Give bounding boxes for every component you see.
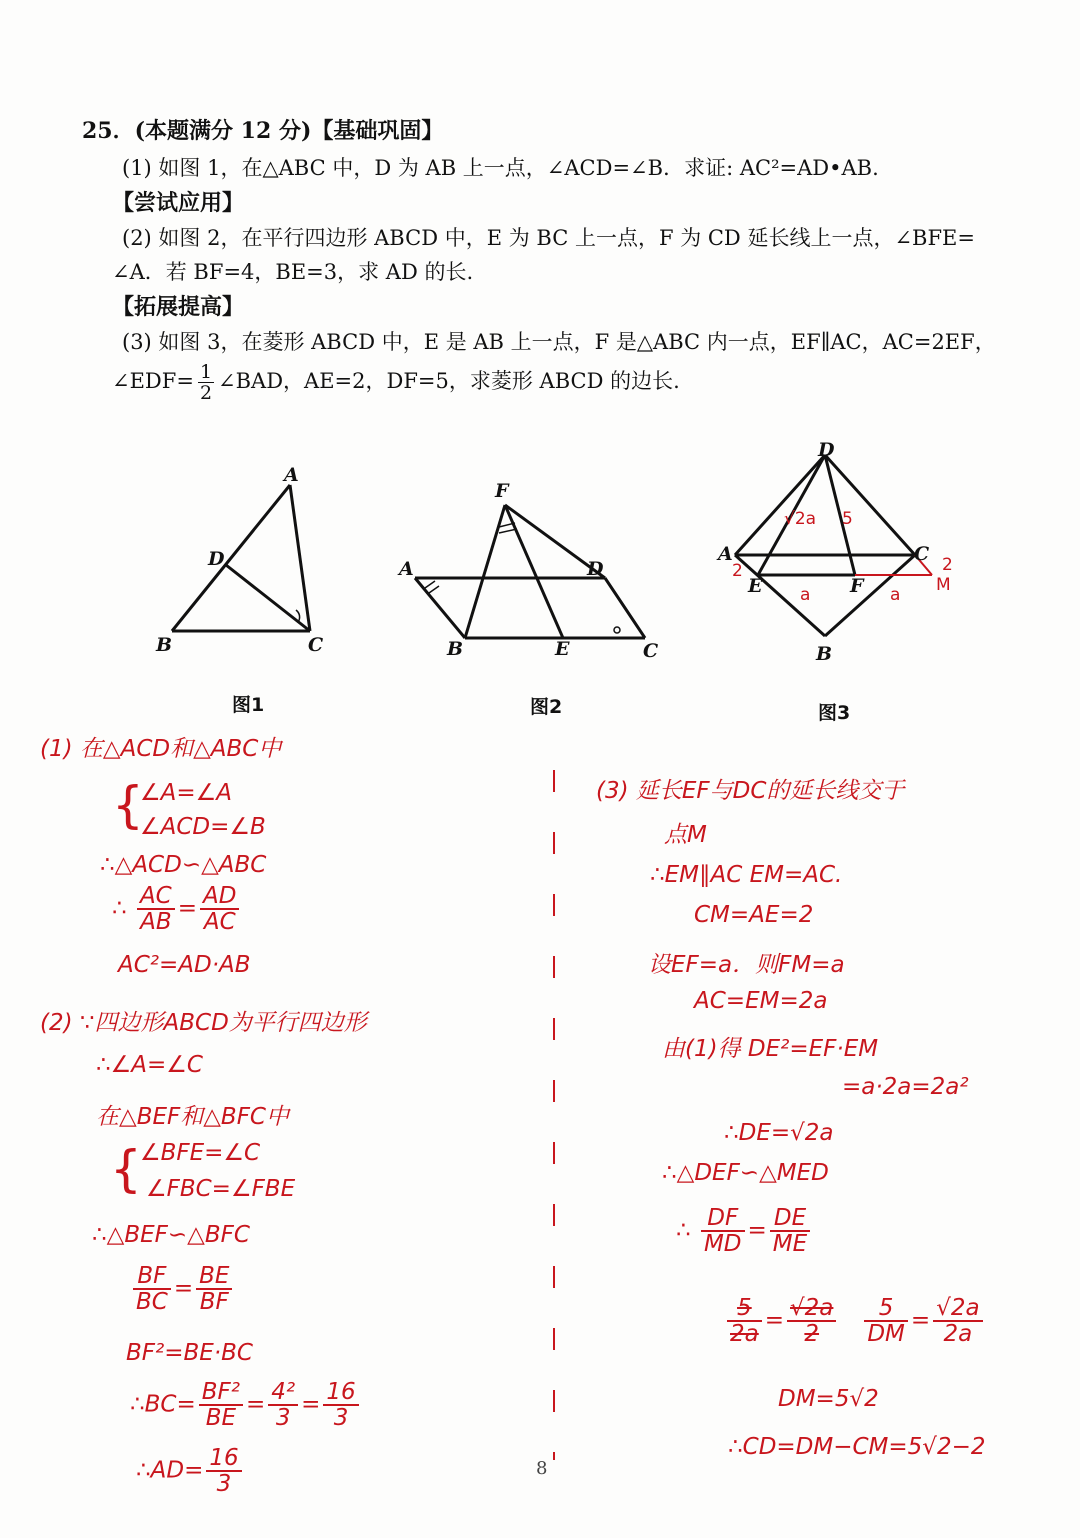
fig1-caption: 图1 <box>232 694 265 716</box>
fig3-mark-a1: a <box>800 585 811 605</box>
fig3-mark-5: 5 <box>842 509 853 529</box>
hw-part3-line3: ∴EM∥AC EM=AC. <box>650 862 843 888</box>
fig3-side-cb <box>825 555 915 636</box>
hw-part1-line6: AC²=AD·AB <box>118 952 251 978</box>
column-divider <box>548 770 560 1460</box>
hw-brace-1: { <box>112 776 144 834</box>
fig2-side-ab <box>415 578 465 638</box>
hw-part1-line2: ∠A=∠A <box>140 780 232 806</box>
hw-frac-df-md: $\frac{DF}{MD}$ <box>701 1206 745 1256</box>
part3-rest-text: ∠BAD，AE=2，DF=5，求菱形 ABCD 的边长. <box>218 369 680 393</box>
hw-part1-line5: ∴ $\frac{AC}{AB}$ = $\frac{AD}{AC}$ <box>112 884 242 934</box>
hw-part2-line1: (2) ∵四边形ABCD为平行四边形 <box>40 1010 367 1036</box>
problem-part3-line2 <box>112 362 680 403</box>
hw-part3-line10: ∴△DEF∽△MED <box>662 1160 829 1186</box>
hw-frac-crossed-5-2a: $\frac{5}{2a}$ <box>727 1296 762 1346</box>
hw-frac-bf2-be: $\frac{\text{BF²}}{BE}$ <box>199 1380 243 1430</box>
hw-part2-line7: $\frac{BF}{BC}$ = $\frac{BE}{BF}$ <box>130 1264 235 1314</box>
hw-part3-line9: ∴DE=√2a <box>724 1120 834 1146</box>
page-number: 8 <box>536 1458 548 1479</box>
fig1-segment-cd <box>226 565 310 631</box>
part3-angle-text: ∠EDF= <box>112 369 194 393</box>
hw-part3-line11: ∴ $\frac{DF}{MD}$ = $\frac{DE}{ME}$ <box>676 1206 813 1256</box>
fig3-label-b: B <box>816 643 833 665</box>
hw-brace-2: { <box>110 1140 142 1198</box>
fig2-label-c: C <box>643 640 659 662</box>
hw-part2-line3: 在△BEF和△BFC中 <box>96 1104 289 1130</box>
fig3-label-f: F <box>850 575 864 597</box>
problem-header: 25．(本题满分 12 分)【基础巩固】 <box>82 118 444 144</box>
hw-part1-line4: ∴△ACD∽△ABC <box>100 852 267 878</box>
hw-part2-line5: ∠FBC=∠FBE <box>146 1176 296 1202</box>
hw-part2-line4: ∠BFE=∠C <box>140 1140 261 1166</box>
one-half-fraction: $\frac{1}{2}$ <box>199 361 213 404</box>
fig2-label-d: D <box>587 558 604 580</box>
fig2-label-b: B <box>447 638 464 660</box>
figure-1 <box>140 455 340 670</box>
hw-part3-line13: DM=5√2 <box>778 1386 879 1412</box>
fig3-label-d: D <box>818 440 835 461</box>
hw-part3-line14: ∴CD=DM−CM=5√2−2 <box>728 1434 986 1460</box>
fig3-mark-root2a: √2a <box>784 509 817 529</box>
fig2-side-dc <box>605 578 645 638</box>
hw-part2-line6: ∴△BEF∽△BFC <box>92 1222 250 1248</box>
fig2-label-f: F <box>495 480 509 502</box>
fig2-angle-mark-c <box>614 627 620 633</box>
hw-part2-line10: ∴AD= $\frac{16}{3}$ <box>136 1446 245 1496</box>
problem-part1: (1) 如图 1，在△ABC 中，D 为 AB 上一点，∠ACD=∠B．求证: AC²=AD•AB. <box>122 156 879 180</box>
fig2-label-e: E <box>555 638 570 660</box>
hw-frac-root2a-2a: $\frac{√2a}{2a}$ <box>933 1296 982 1346</box>
hw-part2-line8: BF²=BE·BC <box>126 1340 253 1366</box>
figure-2 <box>395 475 670 670</box>
tag-expand: 【拓展提高】 <box>112 294 245 320</box>
fig2-segment-bf <box>465 505 505 638</box>
fig3-mark-2a: 2 <box>732 561 743 581</box>
hw-part3-line4: CM=AE=2 <box>694 902 814 928</box>
fig2-label-a: A <box>399 558 414 580</box>
hw-part2-line2: ∴∠A=∠C <box>96 1052 203 1078</box>
hw-frac-bf-bc: $\frac{BF}{BC}$ <box>133 1264 171 1314</box>
hw-part3-line7: 由(1)得 DE²=EF·EM <box>662 1036 879 1062</box>
fig1-label-b: B <box>156 634 173 656</box>
hw-part3-line8: =a·2a=2a² <box>842 1074 969 1100</box>
problem-part3-line1: (3) 如图 3，在菱形 ABCD 中，E 是 AB 上一点，F 是△ABC 内一点，EF∥AC，AC=2EF， <box>122 330 996 354</box>
fig3-label-a: A <box>718 543 733 565</box>
hw-part2-line9: ∴BC= $\frac{\text{BF²}}{BE}$ = $\frac{\text{4²}}{3}$ = $\frac{16}{3}$ <box>130 1380 362 1430</box>
hw-part3-line5: 设EF=a．则FM=a <box>648 952 845 978</box>
fig3-label-c: C <box>914 543 930 565</box>
fig1-label-a: A <box>284 464 299 486</box>
fig1-label-d: D <box>208 548 225 570</box>
fig3-side-da <box>735 455 825 555</box>
hw-frac-5-dm: $\frac{5}{DM}$ <box>864 1296 908 1346</box>
fig3-mark-a2: a <box>890 585 901 605</box>
figure-3 <box>710 440 980 670</box>
hw-part3-line1: (3) 延长EF与DC的延长线交于 <box>596 778 905 804</box>
fig1-side-ca <box>290 485 310 631</box>
fig1-label-c: C <box>308 634 324 656</box>
hw-frac-crossed-root2a-2: $\frac{√2a}{2}$ <box>787 1296 836 1346</box>
tag-try-apply: 【尝试应用】 <box>112 190 245 216</box>
fig3-mark-2b: 2 <box>942 555 953 575</box>
hw-part3-line2: 点M <box>664 822 707 848</box>
hw-part3-line12: $\frac{5}{2a}$ = $\frac{√2a}{2}$ $\frac{5}{DM}$ = $\frac{√2a}{2a}$ <box>724 1296 986 1346</box>
problem-part2-line1: (2) 如图 2，在平行四边形 ABCD 中，E 为 BC 上一点，F 为 CD 延长线上一点，∠BFE= <box>122 226 975 250</box>
hw-frac-4sq-3: $\frac{\text{4²}}{3}$ <box>268 1380 298 1430</box>
hw-frac-ad-ac: $\frac{AD}{AC}$ <box>200 884 239 934</box>
fig3-label-m: M <box>936 575 951 595</box>
fig3-label-e: E <box>748 575 763 597</box>
fig1-side-ab <box>172 485 290 631</box>
hw-frac-16-3: $\frac{16}{3}$ <box>323 1380 358 1430</box>
hw-frac-be-bf: $\frac{BE}{BF}$ <box>196 1264 232 1314</box>
hw-frac-de-me: $\frac{DE}{ME}$ <box>770 1206 810 1256</box>
hw-frac-ad-16-3: $\frac{16}{3}$ <box>206 1446 241 1496</box>
hw-frac-ac-ab: $\frac{AC}{AB}$ <box>137 884 175 934</box>
hw-part3-line6: AC=EM=2a <box>694 988 828 1014</box>
hw-part1-line1: (1) 在△ACD和△ABC中 <box>40 736 282 762</box>
fig3-caption: 图3 <box>818 702 851 724</box>
fig2-caption: 图2 <box>530 696 563 718</box>
hw-part1-line3: ∠ACD=∠B <box>140 814 266 840</box>
problem-part2-line2: ∠A．若 BF=4，BE=3，求 AD 的长. <box>112 260 474 284</box>
